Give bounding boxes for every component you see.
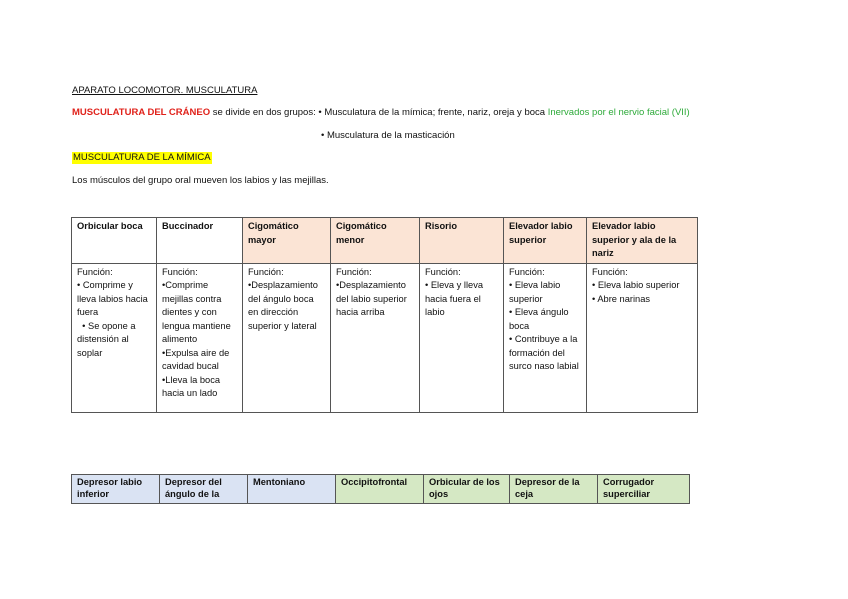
function-line: • Contribuye a la formación del surco naso labial [509, 334, 579, 371]
function-line: • Eleva ángulo boca [509, 307, 569, 331]
header-cell: Orbicular de los ojos [424, 475, 510, 504]
header-cell: Mentoniano [248, 475, 336, 504]
table-row [72, 263, 698, 412]
header-cell: Elevador labio superior y ala de la nariz [587, 218, 698, 264]
function-cell [504, 263, 587, 412]
document-title: APARATO LOCOMOTOR. MUSCULATURA [72, 85, 258, 96]
function-line: • Abre narinas [592, 293, 651, 304]
function-cell [243, 263, 331, 412]
intro-text: se divide en dos grupos: • Musculatura de la mímica; frente, nariz, oreja y boca [210, 107, 548, 118]
function-line: Función: [336, 266, 372, 277]
cranium-label: MUSCULATURA DEL CRÁNEO [72, 107, 211, 118]
header-cell: Buccinador [157, 218, 243, 264]
function-line: Función: [425, 266, 461, 277]
function-cell [331, 263, 420, 412]
intro-paragraph [72, 107, 690, 119]
table-header-row [72, 475, 690, 504]
function-line: Función: [248, 266, 284, 277]
nerve-note: Inervados por el nervio facial (VII) [547, 107, 690, 118]
header-cell: Risorio [420, 218, 504, 264]
second-muscles-table [71, 474, 690, 504]
function-line: • Eleva y lleva hacia fuera el labio [425, 280, 484, 317]
header-cell: Corrugador superciliar [598, 475, 690, 504]
function-line: Función: [77, 266, 113, 277]
header-cell: Elevador labio superior [504, 218, 587, 264]
mimic-heading: MUSCULATURA DE LA MÍMICA [73, 152, 211, 163]
function-cell [420, 263, 504, 412]
function-line: •Lleva la boca hacia un lado [162, 374, 221, 398]
header-cell: Cigomático mayor [243, 218, 331, 264]
function-line: •Desplazamiento del ángulo boca en dirección superior y lateral [248, 280, 318, 331]
mimic-muscles-table [71, 217, 698, 413]
function-cell [72, 263, 157, 412]
function-cell [157, 263, 243, 412]
function-line: • Eleva labio superior [592, 280, 680, 290]
function-line: • Se opone a distensión al soplar [77, 320, 139, 358]
mastication-item: • Musculatura de la masticación [321, 130, 455, 141]
header-cell: Depresor de la ceja [510, 475, 598, 504]
header-cell: Orbicular boca [72, 218, 157, 264]
function-line: •Expulsa aire de cavidad bucal [162, 347, 230, 371]
function-line: •Desplazamiento del labio superior hacia arriba [336, 280, 407, 317]
function-line: •Comprime mejillas contra dientes y con lengua mantiene alimento [162, 280, 231, 344]
function-line: Función: [162, 266, 198, 277]
header-cell: Occipitofrontal [336, 475, 424, 504]
header-cell: Depresor labio inferior [72, 475, 160, 504]
header-cell: Cigomático menor [331, 218, 420, 264]
function-line: • Eleva labio superior [509, 280, 561, 304]
oral-group-note: Los músculos del grupo oral mueven los labios y las mejillas. [72, 175, 329, 186]
function-line: Función: [509, 266, 545, 277]
table-header-row [72, 218, 698, 264]
function-cell [587, 263, 698, 412]
function-line: • Comprime y lleva labios hacia fuera [77, 280, 148, 317]
function-line: Función: [592, 266, 628, 277]
header-cell: Depresor del ángulo de la [160, 475, 248, 504]
